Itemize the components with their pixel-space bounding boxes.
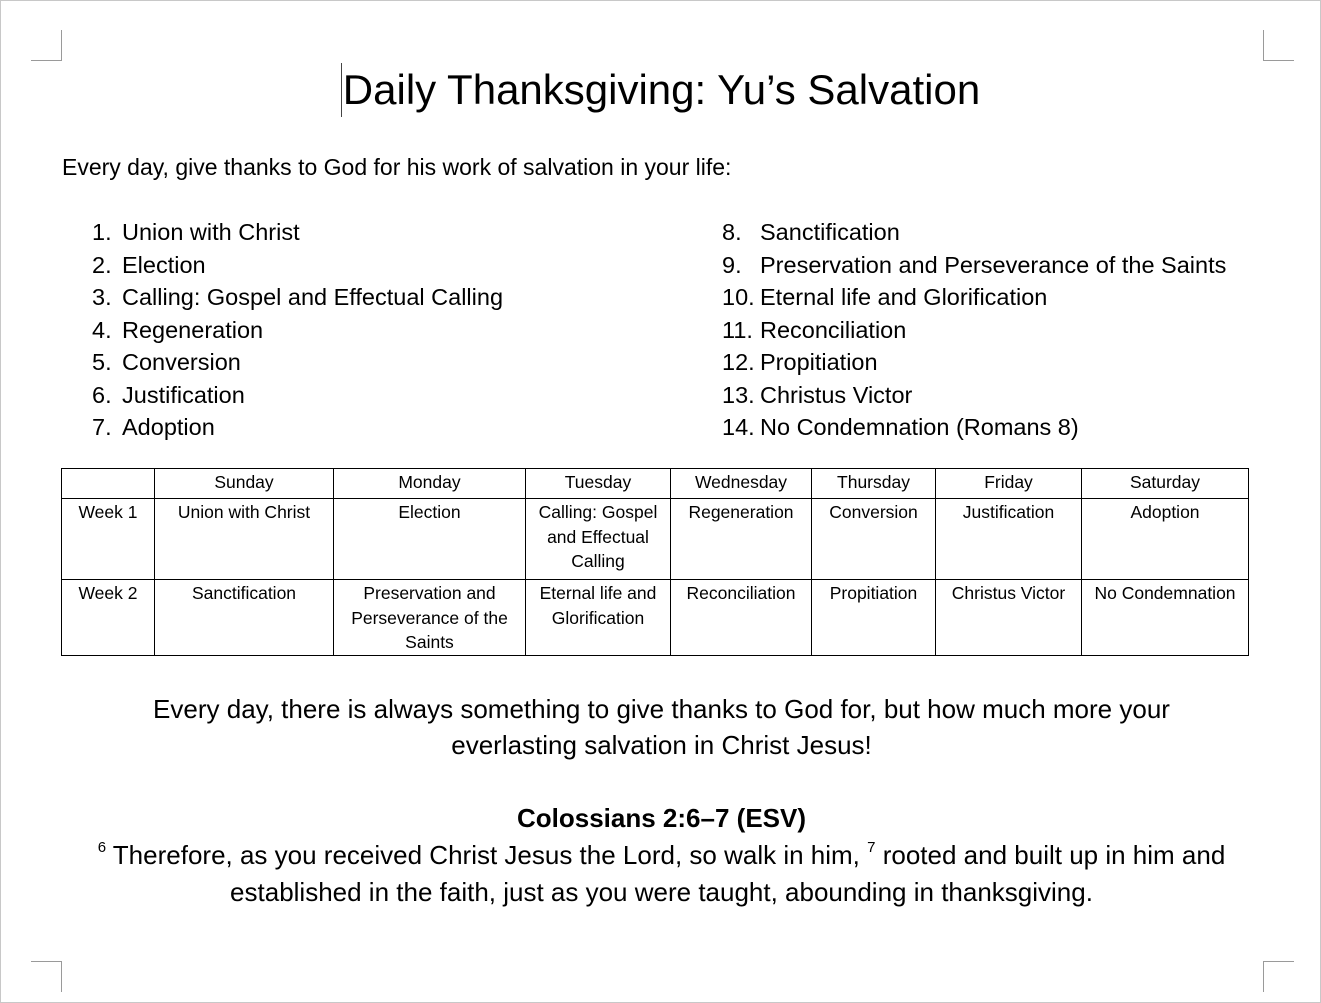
list-item[interactable] <box>92 249 503 282</box>
list-item-number: 1. <box>92 219 112 245</box>
table-cell[interactable]: Reconciliation <box>671 580 812 656</box>
table-cell[interactable]: Calling: Gospel and Effectual Calling <box>526 499 671 580</box>
list-item[interactable] <box>92 346 503 379</box>
margin-mark-top-right <box>1263 30 1294 61</box>
margin-mark-top-left <box>31 30 62 61</box>
list-item-label: Election <box>122 251 206 278</box>
table-cell[interactable]: Preservation and Perseverance of the Saints <box>334 580 526 656</box>
list-item-label: Reconciliation <box>760 316 907 343</box>
table-header-cell[interactable]: Sunday <box>155 469 334 499</box>
table-cell[interactable]: Adoption <box>1082 499 1249 580</box>
table-cell[interactable]: Election <box>334 499 526 580</box>
table-cell[interactable]: Christus Victor <box>936 580 1082 656</box>
table-cell[interactable]: Eternal life and Glorification <box>526 580 671 656</box>
table-header-cell[interactable]: Monday <box>334 469 526 499</box>
table-cell[interactable]: No Condemnation <box>1082 580 1249 656</box>
list-item-number: 12. <box>722 349 755 375</box>
list-item-label: Preservation and Perseverance of the Saints <box>760 251 1227 278</box>
table-cell[interactable]: Conversion <box>812 499 936 580</box>
table-corner-cell[interactable] <box>62 469 155 499</box>
document-title[interactable]: Daily Thanksgiving: Yu’s Salvation <box>342 66 981 113</box>
table-row-label[interactable]: Week 1 <box>62 499 155 580</box>
document-title-block[interactable] <box>1 61 1321 119</box>
list-item-number: 7. <box>92 414 112 440</box>
schedule-table <box>61 468 1249 656</box>
list-item[interactable] <box>92 281 503 314</box>
list-item-number: 11. <box>722 316 753 343</box>
table-cell[interactable]: Justification <box>936 499 1082 580</box>
verse-number-7: 7 <box>867 839 876 856</box>
list-item-label: Sanctification <box>760 219 900 245</box>
list-item-label: Propitiation <box>760 349 878 375</box>
table-row <box>62 580 1249 656</box>
list-item-number: 5. <box>92 349 112 375</box>
margin-mark-bottom-left <box>31 961 62 992</box>
list-item-number: 2. <box>92 251 112 278</box>
table-row <box>62 499 1249 580</box>
list-item[interactable] <box>92 314 503 347</box>
table-header-cell[interactable]: Wednesday <box>671 469 812 499</box>
list-item[interactable] <box>722 281 1226 314</box>
list-item-label: Regeneration <box>122 316 264 343</box>
verse-6-text: Therefore, as you received Christ Jesus the Lord, so walk in him, <box>106 840 860 870</box>
salvation-list-left <box>92 216 503 444</box>
table-cell[interactable]: Sanctification <box>155 580 334 656</box>
table-header-row <box>62 469 1249 499</box>
list-item[interactable] <box>92 411 503 444</box>
list-item-number: 6. <box>92 381 112 408</box>
list-item-number: 13. <box>722 381 755 408</box>
list-item-number: 3. <box>92 284 112 310</box>
margin-mark-bottom-right <box>1263 961 1294 992</box>
list-item-label: Christus Victor <box>760 381 913 408</box>
table-cell[interactable]: Union with Christ <box>155 499 334 580</box>
verse-number-6: 6 <box>97 839 107 856</box>
list-item-label: Eternal life and Glorification <box>760 284 1048 310</box>
table-cell[interactable]: Propitiation <box>812 580 936 656</box>
table-header-cell[interactable]: Tuesday <box>526 469 671 499</box>
list-item[interactable] <box>722 411 1226 444</box>
list-item[interactable] <box>92 379 503 412</box>
list-item[interactable] <box>722 379 1226 412</box>
list-item-label: Conversion <box>122 349 241 375</box>
list-item[interactable] <box>722 346 1226 379</box>
salvation-list-right <box>722 216 1226 444</box>
closing-text[interactable]: Every day, there is always something to give thanks to God for, but how much more your everlasting salvation in Christ Jesus! <box>153 694 1170 760</box>
scripture-reference[interactable]: Colossians 2:6–7 (ESV) <box>517 803 806 833</box>
list-item-number: 8. <box>722 219 742 245</box>
list-item-number: 4. <box>92 316 112 343</box>
table-cell[interactable]: Regeneration <box>671 499 812 580</box>
text-cursor <box>341 63 342 117</box>
list-item-number: 10. <box>722 284 755 310</box>
list-item-label: No Condemnation (Romans 8) <box>760 414 1079 440</box>
list-item-label: Justification <box>122 381 245 408</box>
table-header-cell[interactable]: Friday <box>936 469 1082 499</box>
list-item-label: Calling: Gospel and Effectual Calling <box>122 284 504 310</box>
list-item[interactable] <box>722 249 1226 282</box>
intro-text[interactable]: Every day, give thanks to God for his work of salvation in your life: <box>62 154 732 180</box>
list-item-number: 9. <box>722 251 742 278</box>
list-item-label: Adoption <box>122 414 215 440</box>
table-header-cell[interactable]: Thursday <box>812 469 936 499</box>
list-item[interactable] <box>722 216 1226 249</box>
list-item[interactable] <box>92 216 503 249</box>
verse-7-text: rooted and built up in him and established in the faith, just as you were taught, abounding in thanksgiving. <box>230 840 1226 907</box>
table-row-label[interactable]: Week 2 <box>62 580 155 656</box>
scripture-verse[interactable] <box>41 837 1282 911</box>
list-item-label: Union with Christ <box>122 219 300 245</box>
table-header-cell[interactable]: Saturday <box>1082 469 1249 499</box>
list-item-number: 14. <box>722 414 755 440</box>
list-item[interactable] <box>722 314 1226 347</box>
